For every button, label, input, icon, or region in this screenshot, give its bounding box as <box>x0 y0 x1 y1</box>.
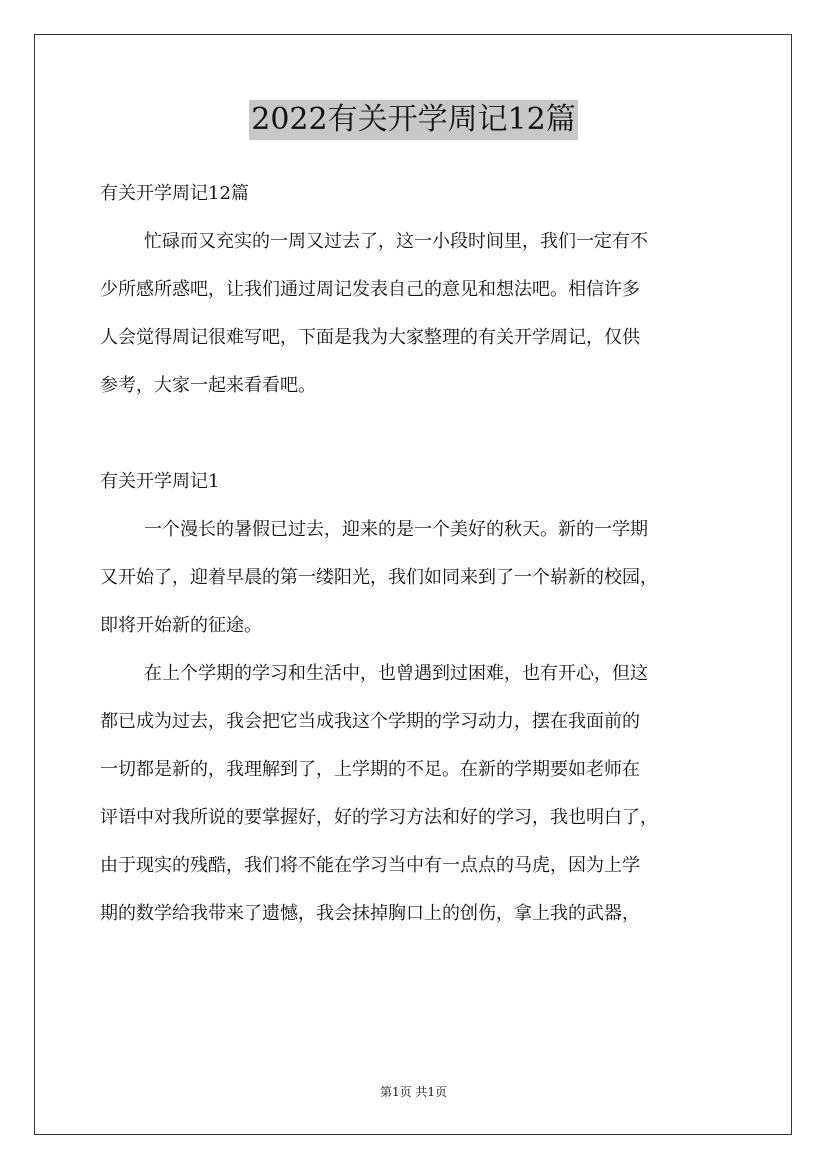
intro-line: 参考，大家一起来看看吧。 <box>100 375 316 396</box>
intro-line: 少所感所惑吧，让我们通过周记发表自己的意见和想法吧。相信许多 <box>100 279 640 300</box>
intro-line: 人会觉得周记很难写吧，下面是我为大家整理的有关开学周记，仅供 <box>100 327 640 348</box>
paragraph-line: 由于现实的残酷，我们将不能在学习当中有一点点的马虎，因为上学 <box>100 855 640 876</box>
paragraph-line: 即将开始新的征途。 <box>100 615 262 636</box>
paragraph-line: 评语中对我所说的要掌握好，好的学习方法和好的学习，我也明白了， <box>100 807 658 828</box>
title-container <box>0 100 827 140</box>
paragraph-line: 期的数学给我带来了遗憾，我会抹掉胸口上的创伤，拿上我的武器， <box>100 903 640 924</box>
paragraph-line: 一切都是新的，我理解到了，上学期的不足。在新的学期要如老师在 <box>100 759 640 780</box>
document-subtitle: 有关开学周记12篇 <box>100 183 249 204</box>
page-footer: 第1页 共1页 <box>379 1085 448 1099</box>
section-heading: 有关开学周记1 <box>100 471 220 492</box>
intro-line: 忙碌而又充实的一周又过去了，这一小段时间里，我们一定有不 <box>144 231 648 252</box>
blank-line <box>100 410 730 458</box>
paragraph-line: 又开始了，迎着早晨的第一缕阳光，我们如同来到了一个崭新的校园， <box>100 567 658 588</box>
document-body <box>100 170 730 938</box>
paragraph-line: 在上个学期的学习和生活中，也曾遇到过困难，也有开心，但这 <box>144 663 648 684</box>
paragraph-line: 都已成为过去，我会把它当成我这个学期的学习动力，摆在我面前的 <box>100 711 640 732</box>
paragraph-line: 一个漫长的暑假已过去，迎来的是一个美好的秋天。新的一学期 <box>144 519 648 540</box>
document-title: 2022有关开学周记12篇 <box>249 100 578 140</box>
